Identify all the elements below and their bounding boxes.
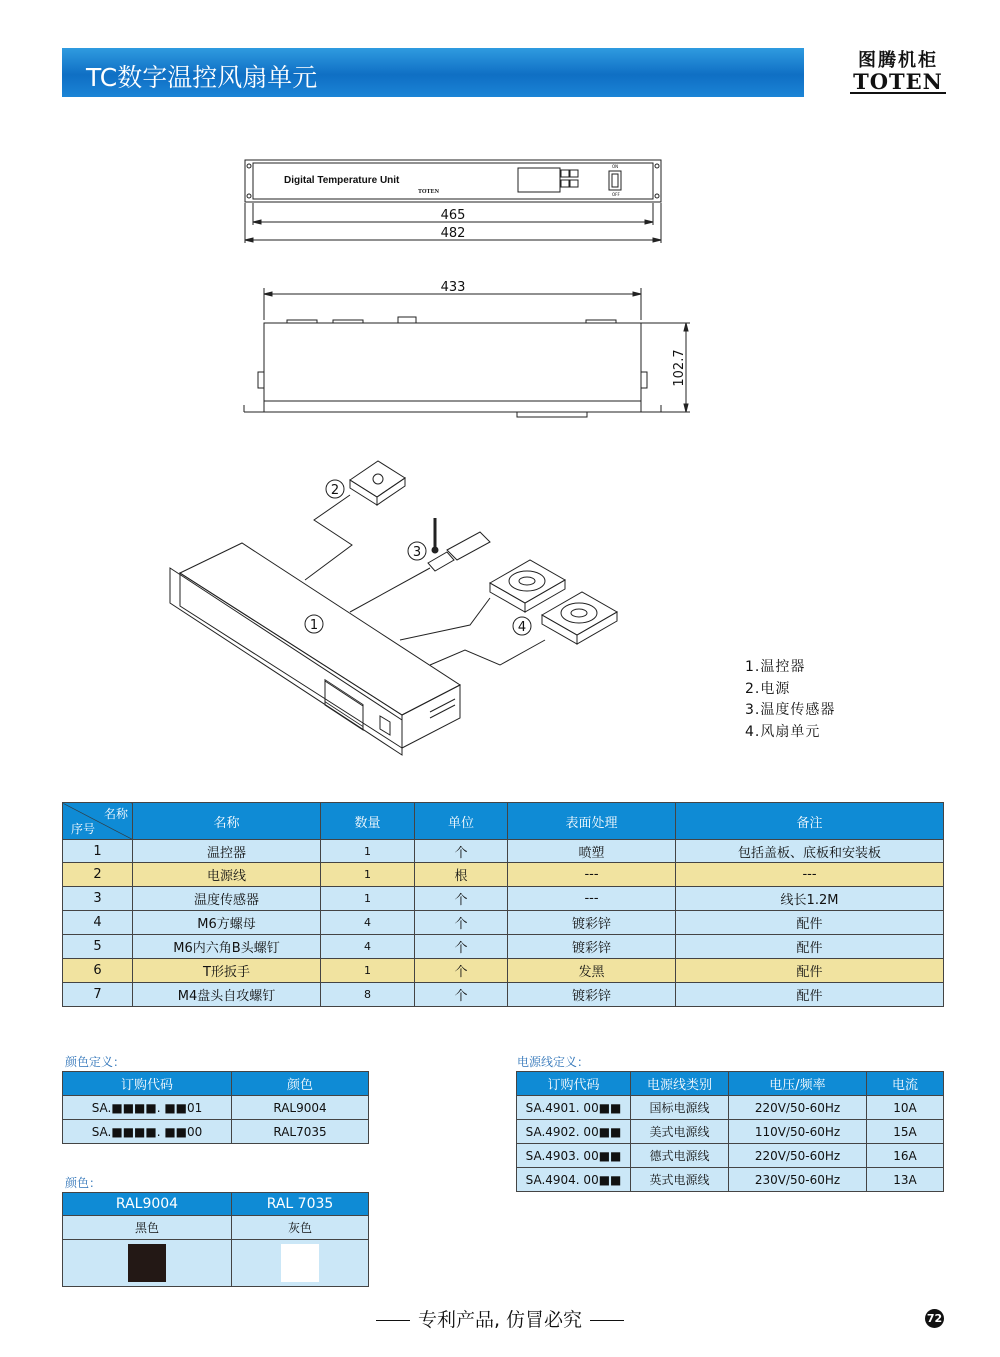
cell: SA.4903. 00■■ [517, 1144, 631, 1168]
cell: 5 [63, 935, 133, 959]
cell: 配件 [676, 959, 944, 983]
table-row [63, 911, 944, 935]
dim-433: 433 [440, 280, 466, 295]
table-row [517, 1096, 944, 1120]
header-finish: 表面处理 [508, 803, 676, 840]
cell: 1 [63, 840, 133, 863]
exploded-view [170, 461, 617, 755]
cell: SA.4904. 00■■ [517, 1168, 631, 1192]
cell: T形扳手 [133, 959, 321, 983]
table-row [63, 1096, 369, 1120]
cell: 6 [63, 959, 133, 983]
cell: 1 [321, 840, 415, 863]
header-order-code: 订购代码 [517, 1072, 631, 1096]
swatch-cell [232, 1240, 369, 1287]
front-view [245, 160, 661, 243]
display-window [518, 168, 560, 192]
cell: 电源线 [133, 863, 321, 887]
cell: 2 [63, 863, 133, 887]
colors-caption: 颜色： [65, 1176, 102, 1190]
color-label-1: 黑色 [63, 1216, 232, 1240]
swatch-cell [63, 1240, 232, 1287]
color-def-caption: 颜色定义： [65, 1055, 126, 1069]
cell: 德式电源线 [631, 1144, 729, 1168]
cell: 个 [415, 959, 508, 983]
cell: RAL7035 [232, 1120, 369, 1144]
callout-3: 3 [412, 545, 422, 560]
table-row [517, 1120, 944, 1144]
color-swatch-black [128, 1244, 166, 1282]
table-row [63, 863, 944, 887]
dim-482: 482 [440, 226, 466, 241]
cell: 1 [321, 887, 415, 911]
cell: 110V/50-60Hz [729, 1120, 867, 1144]
cell: 15A [867, 1120, 944, 1144]
cell: 温度传感器 [133, 887, 321, 911]
table-row [63, 935, 944, 959]
cell: 喷塑 [508, 840, 676, 863]
cell: 配件 [676, 911, 944, 935]
header-unit: 单位 [415, 803, 508, 840]
power-def-caption: 电源线定义： [517, 1055, 590, 1069]
color-name-2: RAL 7035 [232, 1193, 369, 1216]
cell: 个 [415, 983, 508, 1007]
cell: SA.4902. 00■■ [517, 1120, 631, 1144]
cell: 个 [415, 887, 508, 911]
header-color: 颜色 [232, 1072, 369, 1096]
cell: 4 [63, 911, 133, 935]
cell: 镀彩锌 [508, 911, 676, 935]
cell: 温控器 [133, 840, 321, 863]
table-row [63, 983, 944, 1007]
page-title: TC数字温控风扇单元 [86, 63, 318, 92]
cell: SA.■■■■. ■■01 [63, 1096, 232, 1120]
switch-off-label: OFF [612, 192, 620, 197]
cell: 4 [321, 935, 415, 959]
corner-bottom: 序号 [71, 822, 96, 836]
table-row [63, 840, 944, 863]
cell: 16A [867, 1144, 944, 1168]
front-brand: TOTEN [418, 189, 439, 195]
legend-item: 1.温控器 [745, 659, 806, 675]
header-cord-type: 电源线类别 [631, 1072, 729, 1096]
cell: 美式电源线 [631, 1120, 729, 1144]
table-row [63, 887, 944, 911]
legend-list [745, 657, 835, 743]
dim-465: 465 [440, 208, 466, 223]
header-name: 名称 [133, 803, 321, 840]
cell: 220V/50-60Hz [729, 1144, 867, 1168]
parts-table [62, 802, 944, 1007]
cell: 配件 [676, 935, 944, 959]
legend-item: 3.温度传感器 [745, 702, 836, 718]
cell: 英式电源线 [631, 1168, 729, 1192]
cell: 个 [415, 840, 508, 863]
corner-header [63, 803, 133, 840]
table-row [517, 1144, 944, 1168]
header-qty: 数量 [321, 803, 415, 840]
cell: M4盘头自攻螺钉 [133, 983, 321, 1007]
color-label-2: 灰色 [232, 1216, 369, 1240]
color-name-1: RAL9004 [63, 1193, 232, 1216]
cell: 7 [63, 983, 133, 1007]
cell: 8 [321, 983, 415, 1007]
legend-item: 2.电源 [745, 680, 791, 697]
callout-2: 2 [330, 483, 340, 498]
cell: SA.4901. 00■■ [517, 1096, 631, 1120]
cell: 线长1.2M [676, 887, 944, 911]
cell: 个 [415, 911, 508, 935]
footer [0, 1305, 1000, 1332]
switch-on-label: ON [612, 164, 619, 169]
cell: 国标电源线 [631, 1096, 729, 1120]
page-number: 72 [925, 1309, 944, 1328]
cell: 发黑 [508, 959, 676, 983]
cell: 4 [321, 911, 415, 935]
cell: 配件 [676, 983, 944, 1007]
callout-1: 1 [309, 618, 319, 633]
power-def-table [516, 1071, 944, 1192]
cell: 10A [867, 1096, 944, 1120]
color-def-table [62, 1071, 369, 1144]
front-label: Digital Temperature Unit [284, 175, 400, 186]
cell: --- [676, 863, 944, 887]
cell: RAL9004 [232, 1096, 369, 1120]
cell: --- [508, 863, 676, 887]
cell: 3 [63, 887, 133, 911]
table-row [63, 1120, 369, 1144]
cell: 1 [321, 863, 415, 887]
cell: 13A [867, 1168, 944, 1192]
side-view [244, 280, 690, 417]
logo-en: TOTEN [850, 72, 946, 94]
color-swatch-grey [281, 1244, 319, 1282]
header-order-code: 订购代码 [63, 1072, 232, 1096]
corner-top: 名称 [103, 807, 128, 821]
cell: 230V/50-60Hz [729, 1168, 867, 1192]
cell: 220V/50-60Hz [729, 1096, 867, 1120]
cell: 根 [415, 863, 508, 887]
cell: 镀彩锌 [508, 935, 676, 959]
header-voltage: 电压/频率 [729, 1072, 867, 1096]
cell: 个 [415, 935, 508, 959]
dim-height: 102.7 [672, 349, 687, 387]
cell: --- [508, 887, 676, 911]
cell: 包括盖板、底板和安装板 [676, 840, 944, 863]
logo-cn: 图腾机柜 [858, 50, 938, 71]
cell: SA.■■■■. ■■00 [63, 1120, 232, 1144]
table-row [517, 1168, 944, 1192]
cell: M6方螺母 [133, 911, 321, 935]
cell: M6内六角B头螺钉 [133, 935, 321, 959]
callout-4: 4 [517, 620, 527, 635]
cell: 1 [321, 959, 415, 983]
cell: 镀彩锌 [508, 983, 676, 1007]
footer-text: 专利产品, 仿冒必究 [417, 1309, 583, 1331]
table-row [63, 959, 944, 983]
colors-table [62, 1192, 369, 1287]
header-remark: 备注 [676, 803, 944, 840]
header-current: 电流 [867, 1072, 944, 1096]
legend-item: 4.风扇单元 [745, 723, 821, 740]
